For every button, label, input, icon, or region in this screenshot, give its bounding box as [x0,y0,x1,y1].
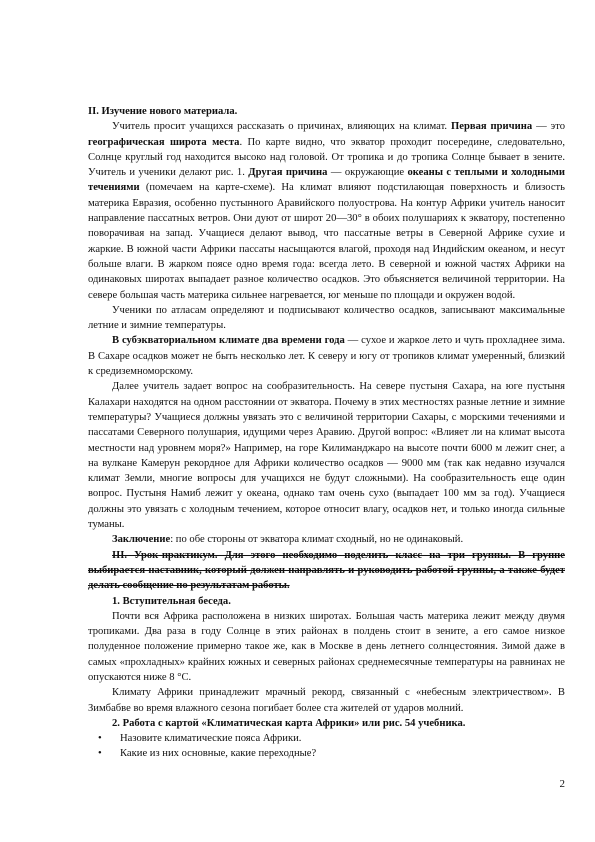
paragraph-lightning-record: Климату Африки принадлежит мрачный рекорд, связанный с «небесным электричеством». В Зимбабве во время влажного сезона погибает более ста жителей от ударов молний. [88,687,565,714]
paragraph-low-latitudes: Почти вся Африка расположена в низких широтах. Большая часть материка лежит между двумя тропиками. Два раза в году Солнце в этих районах в полдень стоит в зените, а его самое низкое полуденное положение примерно такое же, как в Москве в день летнего солнцестояния. Зимой даже в самых «прохладных» крайних южных и северных районах среднемесячные температуры на равнинах не опускаются ниже 8 °С. [88,610,565,683]
paragraph-conclusion: Заключение: по обе стороны от экватора климат сходный, но не одинаковый. [112,534,464,546]
bullet-icon: • [98,733,102,745]
paragraph-subequatorial: В субэкваториальном климате два времени года — сухое и жаркое лето и чуть прохладнее зима. В Сахаре осадков может не быть несколько лет. К северу и югу от тропиков климат умеренный, близкий к средиземноморскому. [88,335,565,378]
paragraph-practicum: III. Урок-практикум. Для этого необходимо поделить класс на три группы. В группе выбирается наставник, который должен направлять и руководить работой группы, а также будет делать сообщение по результатам работы. [88,549,565,592]
bullet-icon: • [98,748,102,760]
heading-intro-talk: 1. Вступительная беседа. [112,595,231,607]
heading-map-work: 2. Работа с картой «Климатическая карта Африки» или рис. 54 учебника. [112,717,466,729]
list-item: • Назовите климатические пояса Африки. [88,731,565,746]
document-page [88,104,565,762]
paragraph-climate-causes: Учитель просит учащихся рассказать о причинах, влияющих на климат. Первая причина — это географическая широта места. По карте видно, что экватор проходит посередине, следовательно, Солнце круглый год находится высоко над головой. От тропика и до тропика Солнце бывает в зените. Учитель и ученики делают рис. 1. Другая причина — окружающие океаны с теплыми и холодными течениями (помечаем на карте-схеме). На климат влияют подстилающая поверхность и близость материка Евразия, особенно пустынного Аравийского полуострова. На контур Африки учитель наносит направление пассатных ветров. Они дуют от широт 20—30° в обоих полушариях к экватору, постепенно поворачивая на запад. Учащиеся делают вывод, что пассатные ветры в Северной Африке сухие и жаркие. В южной части Африки пассаты насыщаются влагой, проходя над Индийским океаном, и несут больше влаги. В жарком поясе одно время года: всегда лето. В северной и южной частях Африки на одинаковых широтах выпадает разное количество осадков. Это объясняется величиной территории. На севере большая часть материка сильнее нагревается, юг меньше по площади и окружен водой. [88,121,566,301]
task-list [88,731,565,762]
paragraph-questions: Далее учитель задает вопрос на сообразительность. На севере пустыня Сахара, на юге пустыня Калахари находятся на одном расстоянии от экватора. Почему в этих местностях разные летние и зимние температуры? Учащиеся должны увязать это с величиной территории Сахары, с морскими течениями и пассатами Северного полушария, идущими через Аравию. Другой вопрос: «Влияет ли на климат высота местности над уровнем моря?» Например, на горе Килиманджаро на высоте почти 6000 м лежит снег, а на вулкане Камерун рекордное для Африки количество осадков — 9000 мм (так как недавно изучался климат Земли, многие вопросы для учащихся не будут сложными). На сообразительность еще один вопрос. Пустыня Намиб лежит у океана, однако там очень сухо (выпадает 100 мм за год). Учащиеся должны это увязать с холодным течением, которое относит влагу, осадков нет, и только иногда сильные туманы. [88,381,565,531]
page-number: 2 [559,778,565,790]
paragraph-atlas-work: Ученики по атласам определяют и подписывают количество осадков, записывают максимальные летние и зимние температуры. [88,304,565,332]
section-heading-new-material: II. Изучение нового материала. [88,106,238,117]
list-item: • Какие из них основные, какие переходные? [88,746,565,761]
